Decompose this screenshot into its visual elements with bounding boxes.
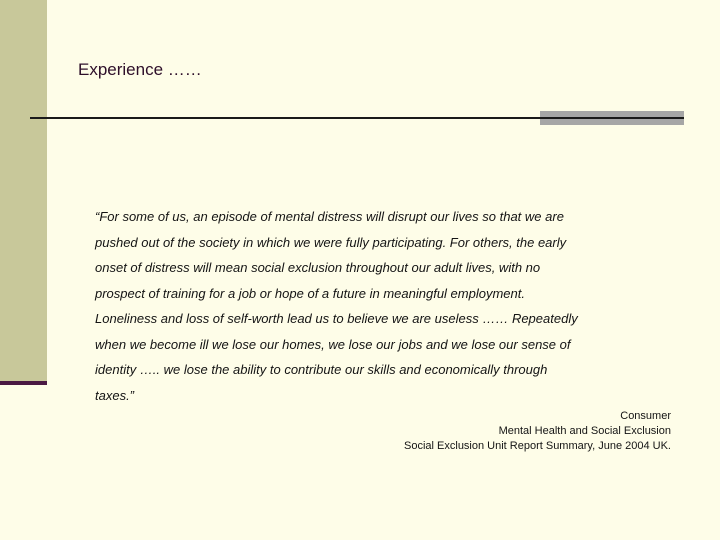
quote-line: pushed out of the society in which we were fully participating. For others, the early — [95, 234, 567, 250]
attribution-publication: Social Exclusion Unit Report Summary, June 2004 UK. — [404, 440, 671, 452]
quote-line: “For some of us, an episode of mental distress will disrupt our lives so that we are — [95, 209, 564, 224]
side-band-accent-line — [0, 381, 47, 385]
quote-line: prospect of training for a job or hope of a future in meaningful employment. — [95, 285, 525, 301]
quote-line: identity ….. we lose the ability to contribute our skills and economically through — [95, 362, 548, 377]
quote-line: when we become ill we lose our homes, we lose our jobs and we lose our sense of — [95, 336, 571, 352]
quote-line: Loneliness and loss of self-worth lead us to believe we are useless …… Repeatedly — [95, 311, 578, 326]
quote-block — [95, 204, 675, 408]
slide-title: Experience …… — [78, 60, 202, 79]
side-decorative-band — [0, 0, 47, 381]
title-divider-block — [540, 111, 684, 125]
attribution-source: Consumer — [620, 410, 671, 422]
title-divider-line — [30, 117, 540, 119]
quote-line: onset of distress will mean social exclusion throughout our adult lives, with no — [95, 260, 541, 275]
attribution-report-title: Mental Health and Social Exclusion — [498, 425, 671, 437]
quote-line: taxes.” — [95, 387, 135, 403]
quote-attribution — [404, 409, 671, 454]
